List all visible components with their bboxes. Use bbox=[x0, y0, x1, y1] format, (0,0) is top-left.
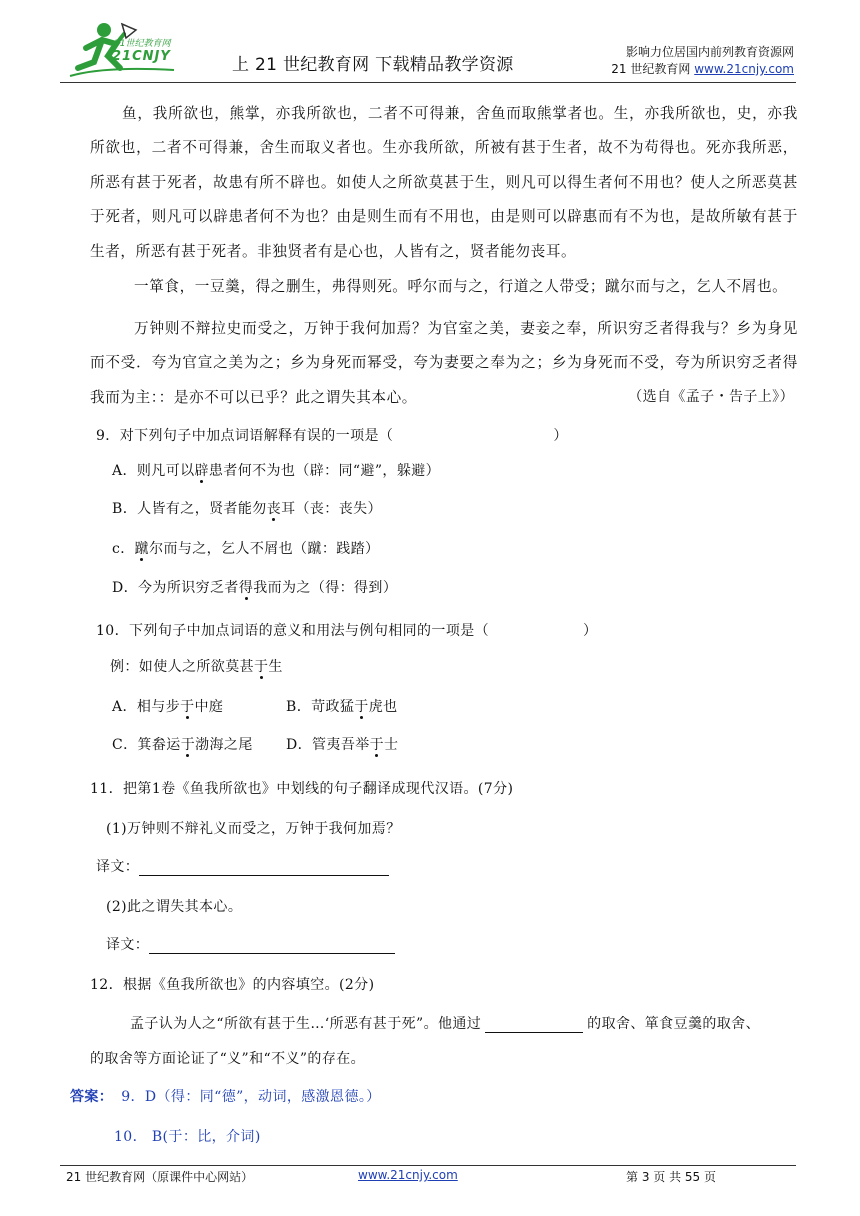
footer-site-link[interactable]: www.21cnjy.com bbox=[358, 1168, 458, 1182]
q9-d-pre: D．今为所识穷乏者 bbox=[112, 580, 239, 596]
q9-a-dotted: 辟 bbox=[194, 463, 209, 479]
passage-paragraph-1: 鱼，我所欲也，熊掌，亦我所欲也，二者不可得兼，舍鱼而取熊掌者也。生，亦我所欲也，史，亦我所欲也，二者不可得兼，舍生而取义者也。生亦我所欲，所被有甚于生者，故不为苟得也。死亦我所恶，所恶有甚于死者，故患有所不辟也。如使人之所欲莫甚于生，则凡可以得生者何不用也？使人之所恶莫甚于死者，则凡可以辟患者何不为也？由是则生而有不用也，由是则可以辟惠而有不为也，是故所敏有甚于生者，所恶有甚于死者。非独贤者有是心也，人皆有之，贤者能勿丧耳。 bbox=[90, 105, 798, 260]
q12-line1-pre: 孟子认为人之“所欲有甚于生…‘所恶有甚于死”。他通过 bbox=[130, 1016, 482, 1032]
q10-b-pre: B．苛政猛 bbox=[286, 699, 355, 715]
q10-a-dotted: 于 bbox=[180, 699, 195, 715]
q11-sentence-1: (1)万钟则不辩礼义而受之，万钟于我何加焉？ bbox=[106, 821, 401, 837]
header-right bbox=[611, 44, 794, 78]
q10-option-d bbox=[286, 734, 398, 754]
footer-page-number: 第 3 页 共 55 页 bbox=[626, 1170, 716, 1184]
q9-b-post: 耳（丧：丧失） bbox=[281, 501, 382, 517]
answers-line-9 bbox=[70, 1086, 381, 1106]
header-rule bbox=[60, 82, 796, 83]
q11-stem: 11．把第1卷《鱼我所欲也》中划线的句子翻译成现代汉语。(7分) bbox=[90, 781, 514, 797]
q9-a-pre: A．则凡可以 bbox=[112, 463, 195, 479]
q10-example-post: 生 bbox=[268, 659, 283, 675]
q10-b-post: 虎也 bbox=[368, 699, 398, 715]
q10-a-post: 中庭 bbox=[194, 699, 224, 715]
header-title: 上 21 世纪教育网 下载精品教学资源 bbox=[232, 55, 514, 75]
q9-stem-end: ） bbox=[553, 428, 568, 444]
answer-10: 10． B(于：比，介词) bbox=[114, 1129, 261, 1145]
q10-option-c bbox=[112, 734, 253, 754]
answer-9: 9．D（得：同“德”，动词，感激恩德。） bbox=[121, 1089, 381, 1105]
q12-fill-blank[interactable] bbox=[485, 1016, 583, 1033]
header-site-link[interactable]: www.21cnjy.com bbox=[694, 62, 794, 76]
header-site-prefix: 21 世纪教育网 bbox=[611, 62, 695, 76]
q10-d-post: 士 bbox=[384, 737, 399, 753]
header-tagline: 影响力位居国内前列教育资源网 bbox=[625, 45, 794, 59]
q9-c-dotted: 蹴 bbox=[134, 541, 150, 557]
q10-d-pre: D．管夷吾举 bbox=[286, 737, 370, 753]
q9-a-post: 患者何不为也（辟：同“避”，躲避） bbox=[208, 463, 441, 479]
q9-b-pre: B．人皆有之，贤者能勿 bbox=[112, 501, 267, 517]
q10-stem bbox=[96, 620, 597, 640]
q11-translate-label-2: 译文： bbox=[106, 937, 150, 953]
footer-rule bbox=[60, 1165, 796, 1166]
q9-option-b bbox=[112, 498, 382, 518]
q10-c-pre: C．箕畚运 bbox=[112, 737, 181, 753]
q10-d-dotted: 于 bbox=[369, 737, 385, 753]
logo-text-bottom: 21CNJY bbox=[112, 49, 171, 64]
footer-center bbox=[358, 1168, 458, 1182]
q12-line-2: 的取舍等方面论证了“义”和“不义”的存在。 bbox=[90, 1051, 366, 1067]
q9-option-d bbox=[112, 577, 397, 597]
logo-text-top: 21世纪教育网 bbox=[114, 39, 171, 49]
q11-answer-line-1 bbox=[96, 856, 389, 876]
q10-stem-text: 10．下列旬子中加点词语的意义和用法与例句相同的一项是（ bbox=[96, 623, 490, 639]
q12-stem: 12．根据《鱼我所欲也》的内容填空。(2分) bbox=[90, 977, 375, 993]
q9-stem-text: 9．对下列句子中加点词语解释有误的一项是（ bbox=[96, 428, 394, 444]
q10-example-pre: 例：如使人之所欲莫甚 bbox=[110, 659, 254, 675]
site-logo bbox=[64, 18, 184, 80]
q11-sentence-2: (2)此之谓失其本心。 bbox=[106, 899, 243, 915]
q9-d-dotted: 得 bbox=[238, 580, 254, 596]
q9-option-c bbox=[112, 538, 379, 558]
q11-answer-blank-1[interactable] bbox=[139, 859, 389, 876]
footer-left: 21 世纪教育网（原课件中心网站） bbox=[66, 1170, 254, 1184]
q9-c-pre: c． bbox=[112, 541, 135, 557]
q10-a-pre: A．相与步 bbox=[112, 699, 181, 715]
header-site-line bbox=[611, 61, 794, 78]
q12-line-1 bbox=[130, 1013, 760, 1033]
q10-c-dotted: 于 bbox=[180, 737, 196, 753]
q11-translate-label-1: 译文： bbox=[96, 859, 140, 875]
q10-option-a bbox=[112, 696, 223, 716]
q11-answer-blank-2[interactable] bbox=[149, 937, 395, 954]
q9-stem bbox=[96, 425, 568, 445]
passage-source: （选自《孟子・告子上》） bbox=[628, 389, 794, 405]
q9-b-dotted: 丧 bbox=[266, 501, 282, 517]
q10-stem-end: ） bbox=[583, 623, 598, 639]
q10-b-dotted: 于 bbox=[354, 699, 369, 715]
q12-line1-post: 的取舍、箪食豆羹的取舍、 bbox=[587, 1016, 760, 1032]
q9-d-post: 我而为之（得：得到） bbox=[253, 580, 398, 596]
q11-answer-line-2 bbox=[106, 934, 395, 954]
q9-c-post: 尔而与之，乞人不屑也（蹴：践踏） bbox=[149, 541, 380, 557]
passage-paragraph-2: 一箪食，一豆羹，得之删生，弗得则死。呼尔而与之，行道之人带受；蹴尔而与之，乞人不屑也。 bbox=[134, 278, 788, 295]
q9-option-a bbox=[112, 460, 440, 480]
q10-example-dotted: 于 bbox=[254, 659, 269, 675]
q10-example bbox=[110, 656, 283, 676]
q10-option-b bbox=[286, 696, 398, 716]
answers-label: 答案： bbox=[70, 1089, 114, 1105]
passage-paragraph-3-text: 万钟则不辩拉史而受之，万钟于我何加焉？为官室之美，妻妾之奉，所识穷乏者得我与？乡为身见而不受．夸为官宣之美为之；乡为身死而幂受，夸为妻要之奉为之；乡为身死而不受，夸为所识穷乏者得我而为主：：是亦不可以已乎？此之谓失其本心。 bbox=[90, 320, 798, 406]
q10-c-post: 渤海之尾 bbox=[195, 737, 253, 753]
